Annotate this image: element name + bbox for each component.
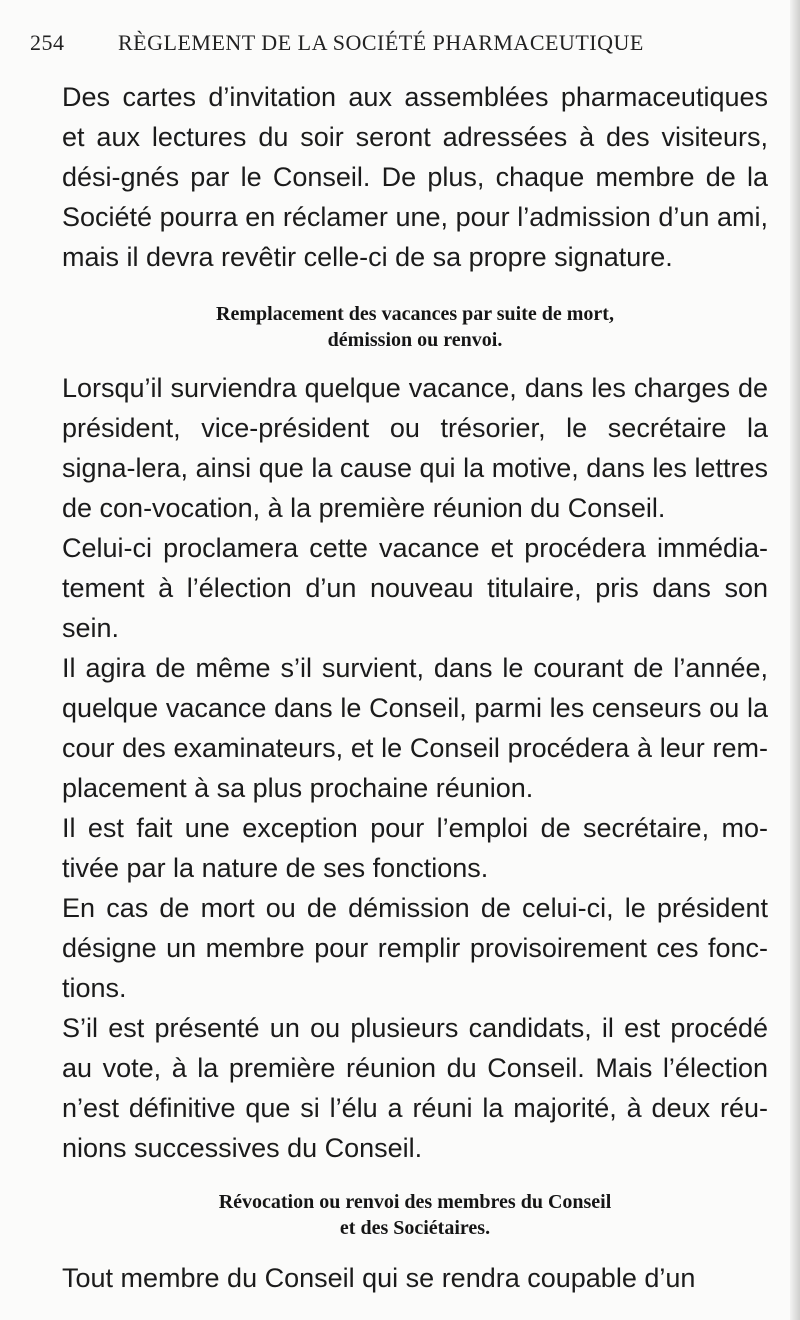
running-title: RÈGLEMENT DE LA SOCIÉTÉ PHARMACEUTIQUE [118,30,644,55]
section-heading-revocation-line1: Révocation ou renvoi des membres du Conseil [218,1191,612,1213]
page-body [62,77,768,1298]
paragraph-candidates-vote: S’il est présenté un ou plusieurs candidats, il est procédé au vote, à la première réunion du Conseil. Mais l’élection n’est définitive que si l’élu a réuni la majorité, à deux réu-nions successives du Conseil. [62,1013,768,1163]
section-heading-revocation-line2: et des Sociétaires. [339,1217,491,1239]
section-heading-replacement-line1: Remplacement des vacances par suite de mort, [216,303,614,325]
page-edge-shadow [790,0,800,1320]
page-number: 254 [30,30,65,55]
paragraph-member-misconduct: Tout membre du Conseil qui se rendra coupable d’un [62,1263,696,1293]
paragraph-secretary-death: En cas de mort ou de démission de celui-ci, le président désigne un membre pour remplir provisoirement ces fonc-tions. [62,893,768,1003]
section-heading-replacement-line2: démission ou renvoi. [327,329,503,351]
paragraph-secretary-exception: Il est fait une exception pour l’emploi de secrétaire, mo-tivée par la nature de ses fonctions. [62,813,768,883]
running-head [30,30,770,60]
section-heading-replacement [62,301,768,353]
paragraph-vacancy-notice: Lorsqu’il surviendra quelque vacance, dans les charges de président, vice-président ou trésorier, le secrétaire la signa-lera, ainsi que la cause qui la motive, dans les lettres de con-vocation, à la première réunion du Conseil. [62,373,768,523]
section-heading-revocation [62,1189,768,1241]
paragraph-council-vacancy: Il agira de même s’il survient, dans le courant de l’année, quelque vacance dans le Conseil, parmi les censeurs ou la cour des examinateurs, et le Conseil procédera à leur rem-placement à sa plus prochaine réunion. [62,653,768,803]
paragraph-invitation-cards: Des cartes d’invitation aux assemblées pharmaceutiques et aux lectures du soir seront adressées à des visiteurs, dési-gnés par le Conseil. De plus, chaque membre de la Société pourra en réclamer une, pour l’admission d’un ami, mais il devra revêtir celle-ci de sa propre signature. [62,82,768,272]
paragraph-election: Celui-ci proclamera cette vacance et procédera immédia-tement à l’élection d’un nouveau titulaire, pris dans son sein. [62,533,768,643]
